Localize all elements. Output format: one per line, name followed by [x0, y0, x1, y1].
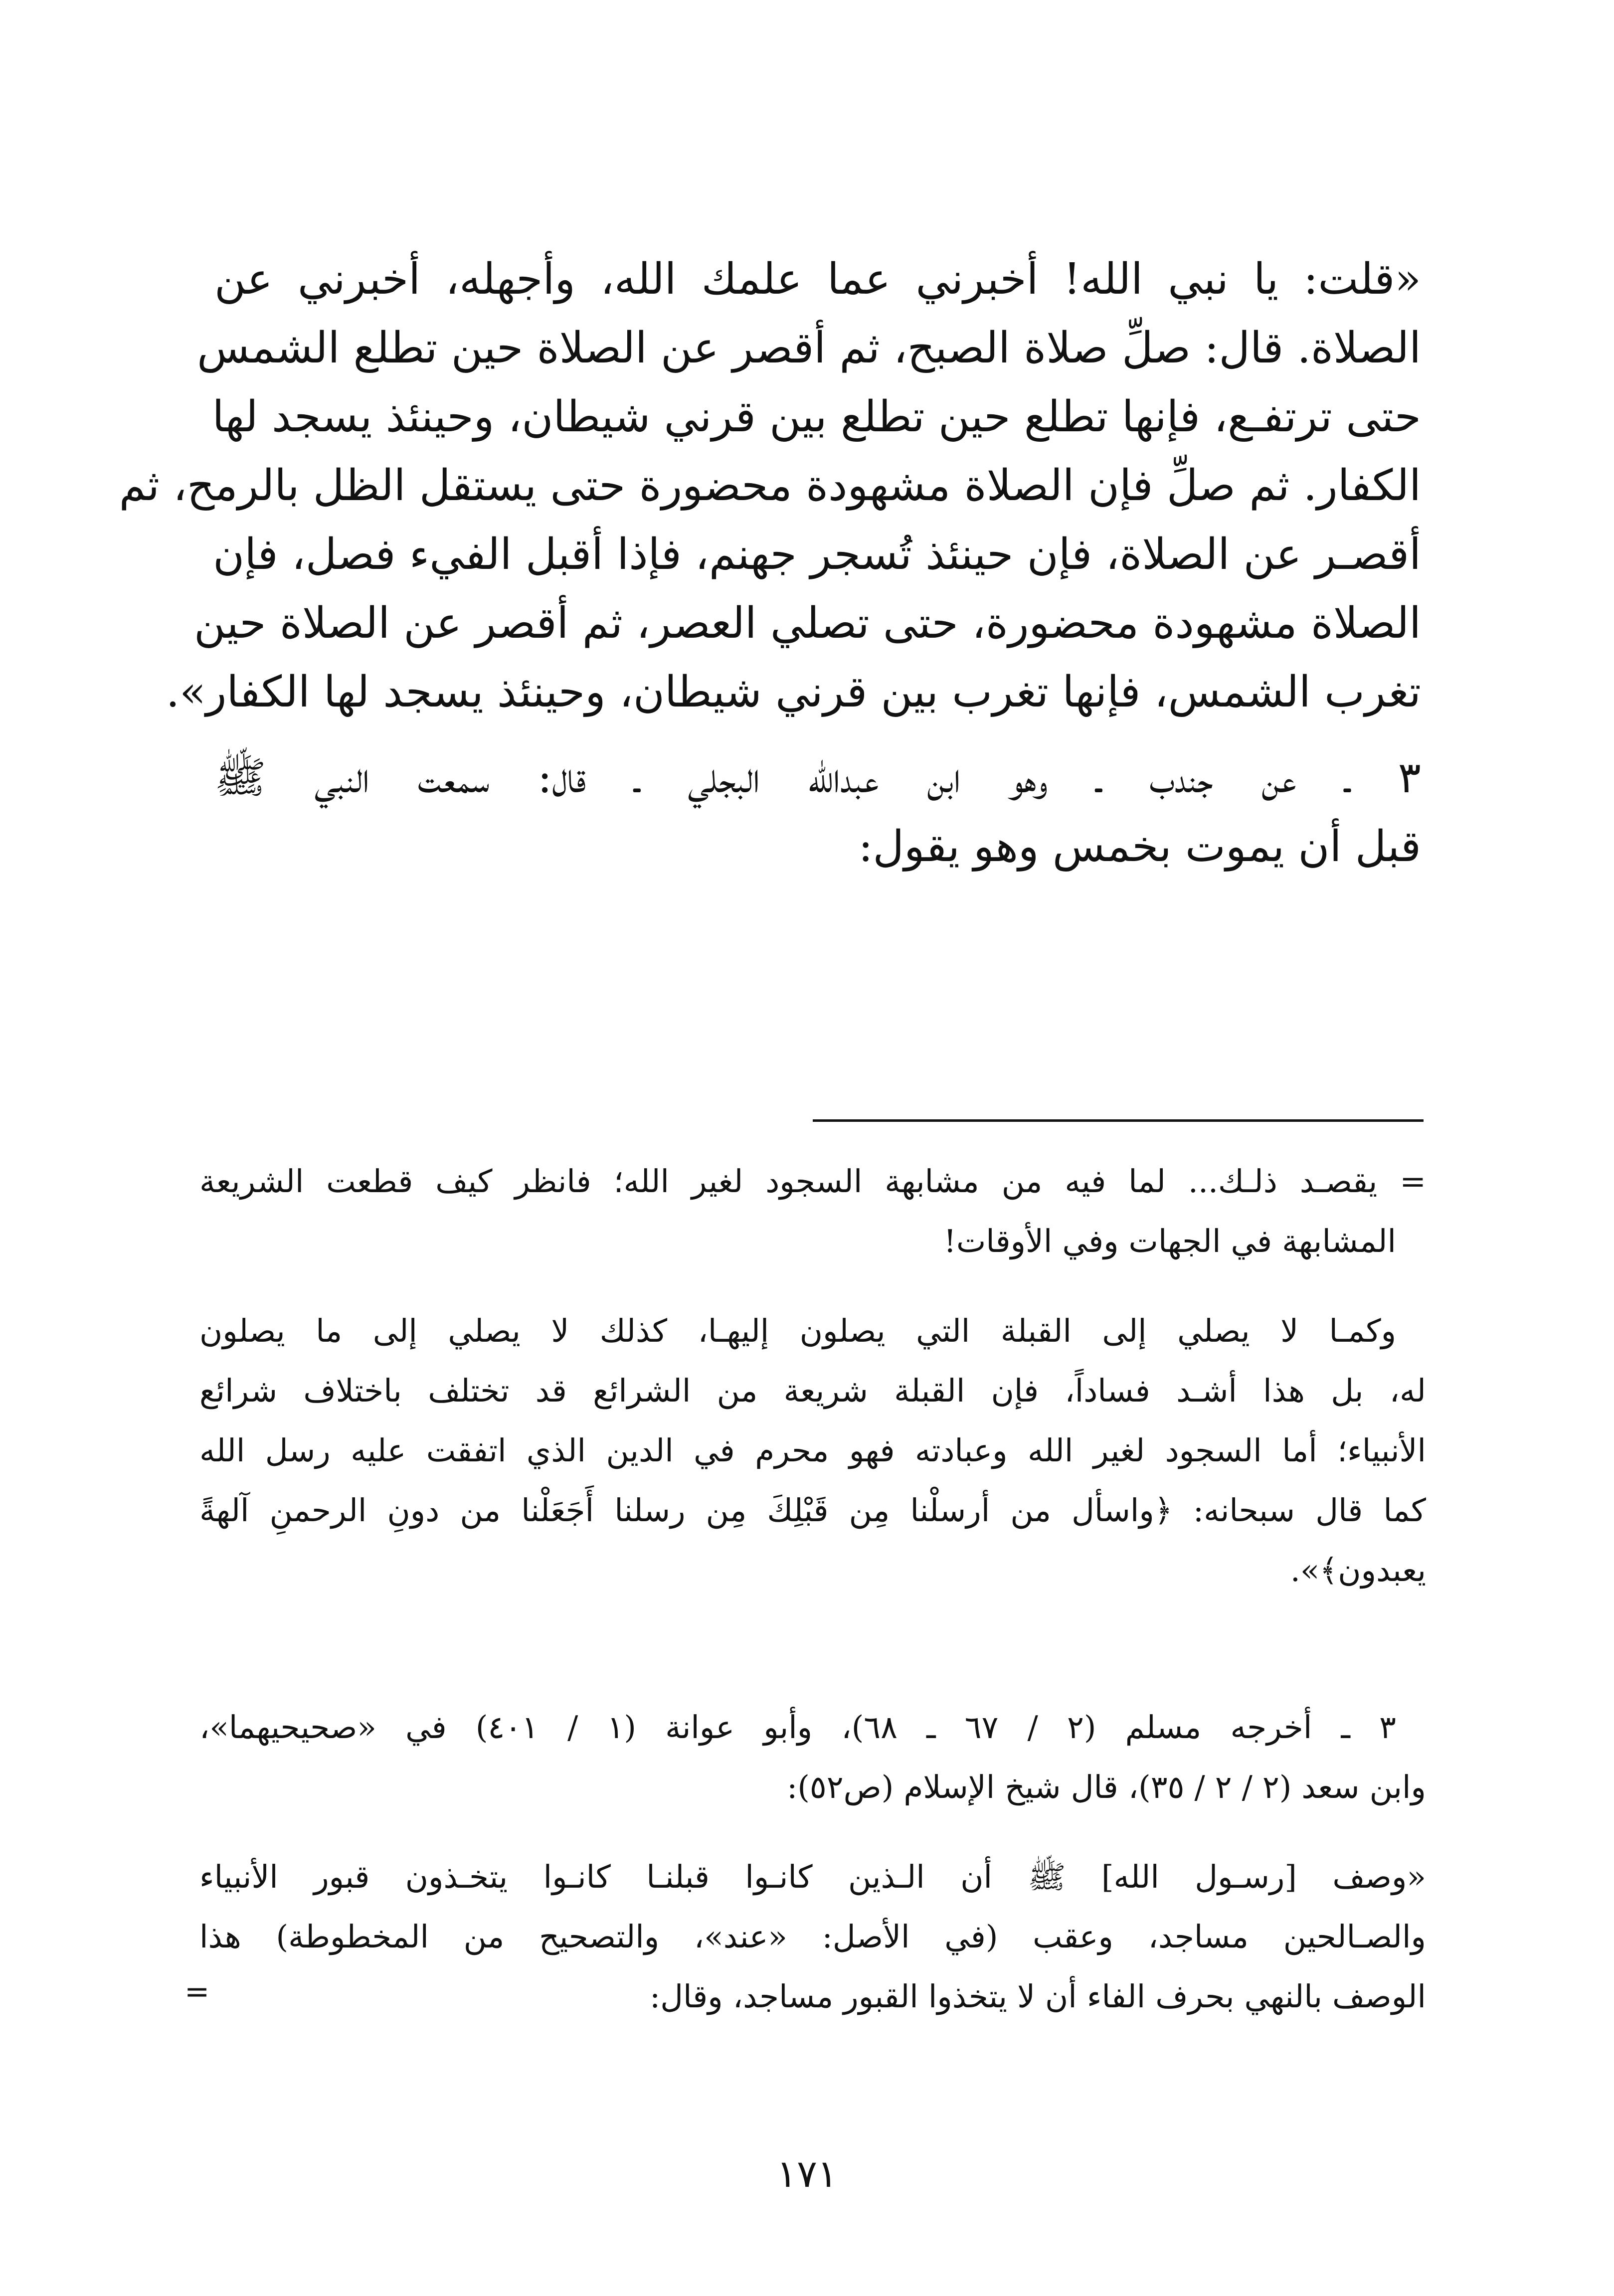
footnote-line: الوصف بالنهي بحرف الفاء أن لا يتخذوا القبور مساجد، وقال: — [649, 1978, 1426, 2015]
footnote-line: المشابهة في الجهات وفي الأوقات! — [943, 1223, 1396, 1259]
footnote-line: والصـالحين مساجد، وعقب (في الأصل: «عند»، والتصحيح من المخطوطة) هذا — [199, 1919, 1426, 1955]
footnote-line: له، بل هذا أشـد فساداً، فإن القبلة شريعة من الشرائع قد تختلف باختلاف شرائع — [199, 1373, 1426, 1409]
main-text-line: حتى ترتفـع، فإنها تطلع حين تطلع بين قرني شيطان، وحينئذ يسجد لها — [212, 392, 1421, 442]
footnote-line: الأنبياء؛ أما السجود لغير الله وعبادته فهو محرم في الدين الذي اتفقت عليه رسل الله — [199, 1432, 1426, 1469]
footnote-line: كما قال سبحانه: ﴿واسأل من أرسلْنا مِن قَبْلِكَ مِن رسلنا أَجَعَلْنا من دونِ الرحمنِ آلهةً — [199, 1492, 1426, 1529]
continuation-mark: = — [184, 1974, 210, 2009]
main-text-line: الكفار. ثم صلِّ فإن الصلاة مشهودة محضورة حتى يستقل الظل بالرمح، ثم — [119, 461, 1421, 511]
footnote-line: وابن سعد (٢ / ٢ / ٣٥)، قال شيخ الإسلام (ص٥٢): — [787, 1769, 1426, 1805]
page-number: ١٧١ — [776, 2151, 838, 2196]
footnote-line: يعبدون﴾». — [1290, 1552, 1426, 1589]
footnote-line: «وصف [رسـول الله] ﷺ أن الـذين كانـوا قبلنـا كانـوا يتخـذون قبور الأنبياء — [199, 1859, 1426, 1895]
main-text-line: أقصـر عن الصلاة، فإن حينئذ تُسجر جهنم، فإذا أقبل الفيء فصل، فإن — [213, 530, 1421, 579]
footnote-line: ٣ ـ أخرجه مسلم (٢ / ٦٧ ـ ٦٨)، وأبو عوانة (١ / ٤٠١) في «صحيحيهما»، — [199, 1709, 1396, 1746]
main-text-line: «قلت: يا نبي الله! أخبرني عما علمك الله، وأجهله، أخبرني عن — [214, 254, 1421, 304]
footnote-separator — [813, 1119, 1424, 1122]
main-text-line: الصلاة مشهودة محضورة، حتى تصلي العصر، ثم أقصر عن الصلاة حين — [194, 598, 1421, 648]
footnote-line: = يقصـد ذلـك... لما فيه من مشابهة السجود لغير الله؛ فانظر كيف قطعت الشريعة — [199, 1163, 1426, 1200]
footnote-line: وكمـا لا يصلي إلى القبلة التي يصلون إليهـا، كذلك لا يصلي إلى ما يصلون — [199, 1313, 1396, 1349]
main-text-line: تغرب الشمس، فإنها تغرب بين قرني شيطان، وحينئذ يسجد لها الكفار». — [166, 667, 1421, 717]
hadith-3-line: ٣ ـ عن جندب ـ وهو ابن عبدالله البجلي ـ قال: سمعت النبي ﷺ — [214, 753, 1421, 803]
main-text-line: الصلاة. قال: صلِّ صلاة الصبح، ثم أقصر عن الصلاة حين تطلع الشمس — [197, 323, 1421, 373]
hadith-3-line: قبل أن يموت بخمس وهو يقول: — [858, 822, 1421, 872]
